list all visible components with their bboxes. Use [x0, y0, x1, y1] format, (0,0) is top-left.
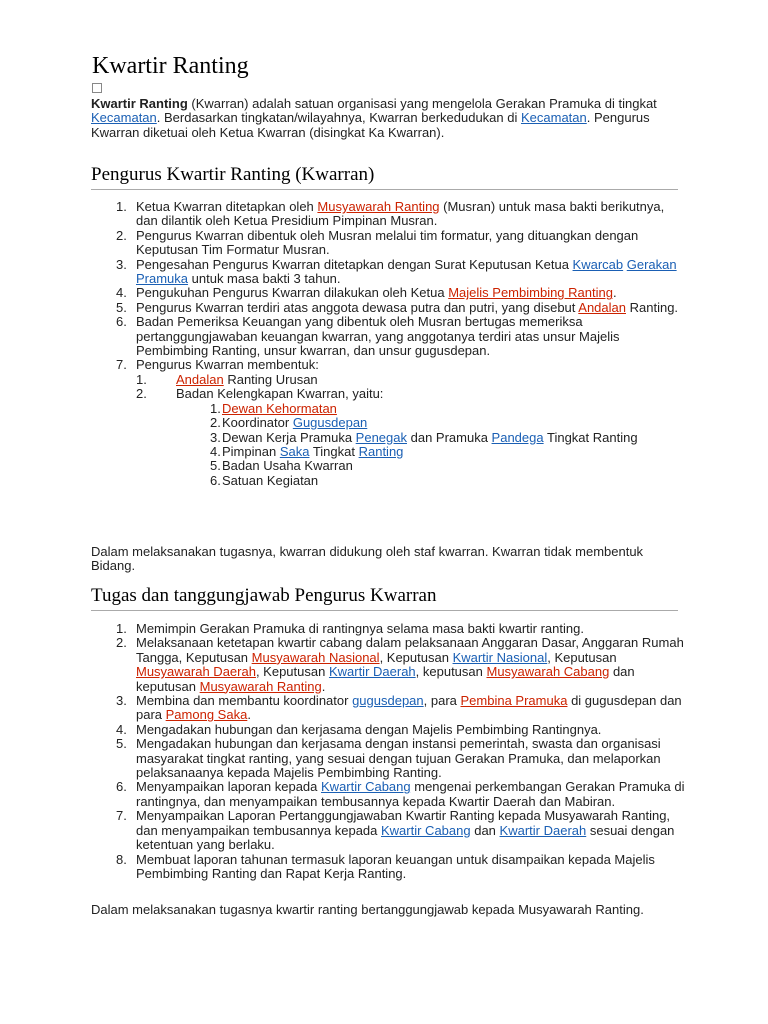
list-text: Ketua Kwarran ditetapkan oleh	[136, 199, 318, 214]
list-number: 1.	[210, 400, 221, 416]
intro-text: . Pengurus Kwarran diketuai oleh Ketua Kwarran (disingkat Ka Kwarran).	[91, 110, 650, 140]
link-ranting[interactable]: Ranting	[358, 443, 404, 459]
list-number: 6.	[210, 472, 221, 488]
list-text: Ranting Urusan	[223, 371, 318, 387]
list-text: Mengadakan hubungan dan kerjasama dengan Majelis Pembimbing Rantingnya.	[136, 721, 602, 737]
sub-sub-list-item	[210, 431, 685, 445]
list-text: dan keputusan	[136, 664, 635, 694]
sub-list-item	[136, 373, 685, 387]
list-text: Badan Pemeriksa Keuangan yang dibentuk oleh Musran bertugas memeriksa pertanggungjawaban keuangan kwarran, yang anggotanya terdiri atas unsur Majelis Pembimbing Ranting, unsur kwarran, dan unsur gugusdepan.	[136, 314, 620, 359]
list-text: dan Pramuka	[407, 429, 492, 445]
list-text: Pengurus Kwarran membentuk:	[136, 357, 319, 373]
list-number: 3.	[210, 429, 221, 445]
link-kwarcab[interactable]: Kwarcab	[572, 256, 624, 272]
link-musyawarah-nasional[interactable]: Musyawarah Nasional	[251, 649, 380, 665]
link-kecamatan-2[interactable]: Kecamatan	[520, 110, 587, 126]
sub-list	[136, 373, 685, 488]
sub-list-item	[136, 387, 685, 488]
link-kwartir-daerah-2[interactable]: Kwartir Daerah	[499, 822, 587, 838]
list-text: Badan Kelengkapan Kwarran, yaitu:	[176, 386, 384, 402]
list-item	[110, 780, 685, 809]
list-text: , Keputusan	[547, 649, 617, 665]
list-text: Ranting.	[626, 299, 679, 315]
link-kwartir-cabang-2[interactable]: Kwartir Cabang	[381, 822, 471, 838]
sub-sub-list	[176, 402, 685, 488]
list-number: 4.	[116, 721, 127, 737]
list-number: 7.	[116, 808, 127, 824]
link-kwartir-nasional[interactable]: Kwartir Nasional	[452, 649, 548, 665]
list-text: Pengukuhan Pengurus Kwarran dilakukan oleh Ketua	[136, 285, 449, 301]
link-musyawarah-cabang[interactable]: Musyawarah Cabang	[486, 664, 610, 680]
list-item	[110, 694, 685, 723]
list-text: Badan Usaha Kwarran	[222, 458, 353, 474]
list-text: Membuat laporan tahunan termasuk laporan keuangan untuk disampaikan kepada Majelis Pembimbing Ranting dan Rapat Kerja Ranting.	[136, 851, 655, 881]
list-text: , keputusan	[415, 664, 487, 680]
link-pembina-pramuka[interactable]: Pembina Pramuka	[460, 693, 568, 709]
list-text: mengenai perkembangan Gerakan Pramuka di rantingnya, dan menyampaikan tembusannya kepada Kwartir Daerah dan Mabiran.	[136, 779, 685, 809]
list-item	[110, 737, 685, 780]
list-number: 3.	[116, 256, 127, 272]
list-item	[110, 809, 685, 852]
list-number: 2.	[210, 415, 221, 431]
list-number: 2.	[116, 227, 127, 243]
list-text: sesuai dengan ketentuan yang berlaku.	[136, 822, 675, 853]
list-number: 2.	[136, 386, 147, 402]
list-number: 5.	[116, 299, 127, 315]
list-text: Melaksanaan ketetapan kwartir cabang dalam pelaksanaan Anggaran Dasar, Anggaran Rumah Tangga, Keputusan	[136, 635, 684, 665]
pengurus-list	[110, 200, 685, 488]
list-number: 3.	[116, 693, 127, 709]
link-dewan-kehormatan[interactable]: Dewan Kehormatan	[222, 400, 337, 416]
list-text: Menyampaikan laporan kepada	[136, 779, 322, 795]
list-item	[110, 286, 685, 300]
link-penegak[interactable]: Penegak	[355, 429, 407, 445]
sub-sub-list-item	[210, 416, 685, 430]
list-number: 4.	[210, 443, 221, 459]
intro-text: . Berdasarkan tingkatan/wilayahnya, Kwarran berkedudukan di	[156, 110, 521, 126]
list-number: 1.	[116, 199, 127, 214]
link-kwartir-daerah[interactable]: Kwartir Daerah	[328, 664, 416, 680]
link-pandega[interactable]: Pandega	[491, 429, 544, 445]
list-text: .	[612, 285, 617, 301]
link-musyawarah-ranting[interactable]: Musyawarah Ranting	[317, 199, 440, 214]
list-text: .	[321, 678, 326, 694]
list-item	[110, 229, 685, 258]
link-gugusdepan-2[interactable]: gugusdepan	[352, 693, 424, 709]
sub-sub-list-item	[210, 474, 685, 488]
broken-image-icon	[92, 83, 102, 93]
list-text: di gugusdepan dan para	[136, 693, 682, 723]
list-text: Tingkat Ranting	[543, 429, 638, 445]
list-number: 1.	[136, 371, 147, 387]
list-number: 8.	[116, 851, 127, 867]
list-text: (Musran) untuk masa bakti berikutnya, dan dilantik oleh Ketua Presidium Pimpinan Musran.	[136, 199, 665, 229]
list-text: untuk masa bakti 3 tahun.	[188, 271, 341, 287]
link-gerakan-pramuka[interactable]: Gerakan Pramuka	[136, 256, 677, 287]
list-number: 2.	[116, 635, 127, 651]
sub-sub-list-item	[210, 459, 685, 473]
sub-sub-list-item	[210, 402, 685, 416]
list-text: Pengesahan Pengurus Kwarran ditetapkan dengan Surat Keputusan Ketua	[136, 256, 573, 272]
list-item	[110, 358, 685, 488]
list-number: 4.	[116, 285, 127, 301]
link-majelis-pembimbing-ranting[interactable]: Majelis Pembimbing Ranting	[448, 285, 613, 301]
list-item	[110, 315, 685, 358]
link-kwartir-cabang[interactable]: Kwartir Cabang	[321, 779, 411, 795]
list-text: , Keputusan	[255, 664, 329, 680]
list-number: 1.	[116, 621, 127, 636]
list-text: Mengadakan hubungan dan kerjasama dengan instansi pemerintah, swasta dan organisasi masyarakat tingkat ranting, yang sesuai dengan tujuan Gerakan Pramuka, dan melaporkan pelaksanaanya kepada Majelis Pembimbing Ranting.	[136, 736, 661, 781]
list-text: , para	[423, 693, 461, 709]
list-number: 5.	[210, 458, 221, 474]
list-text: , Keputusan	[379, 649, 453, 665]
list-text: Koordinator	[222, 415, 293, 431]
intro-bold-term: Kwartir Ranting	[91, 96, 188, 111]
intro-text: (Kwarran) adalah satuan organisasi yang mengelola Gerakan Pramuka di tingkat	[187, 96, 657, 111]
link-pamong-saka[interactable]: Pamong Saka	[165, 707, 248, 723]
closing-paragraph-2: Dalam melaksanakan tugasnya kwartir ranting bertanggungjawab kepada Musyawarah Ranting.	[91, 902, 644, 917]
list-text: Pimpinan	[222, 443, 280, 459]
link-saka[interactable]: Saka	[279, 443, 310, 459]
list-item	[110, 636, 685, 694]
link-musyawarah-ranting-2[interactable]: Musyawarah Ranting	[199, 678, 322, 694]
list-item	[110, 200, 685, 229]
link-andalan[interactable]: Andalan	[578, 299, 626, 315]
list-text: dan	[470, 822, 500, 838]
list-number: 6.	[116, 779, 127, 795]
section-heading-tugas: Tugas dan tanggungjawab Pengurus Kwarran	[91, 585, 678, 611]
tugas-list	[110, 622, 685, 881]
list-item	[110, 853, 685, 882]
list-text: Menyampaikan Laporan Pertanggungjawaban Kwartir Ranting kepada Musyawarah Ranting, dan menyampaikan tembusannya kepada	[136, 808, 671, 838]
list-item	[110, 301, 685, 315]
intro-paragraph	[91, 97, 681, 140]
list-number: 7.	[116, 357, 127, 373]
link-musyawarah-daerah[interactable]: Musyawarah Daerah	[136, 664, 256, 680]
list-item	[110, 723, 685, 737]
link-gugusdepan[interactable]: Gugusdepan	[292, 415, 368, 431]
link-andalan-2[interactable]: Andalan	[176, 371, 224, 387]
closing-paragraph-1: Dalam melaksanakan tugasnya, kwarran didukung oleh staf kwarran. Kwarran tidak membentuk Bidang.	[91, 544, 644, 574]
section-heading-pengurus: Pengurus Kwartir Ranting (Kwarran)	[91, 164, 678, 190]
list-text: Pengurus Kwarran terdiri atas anggota dewasa putra dan putri, yang disebut	[136, 299, 579, 315]
list-number: 5.	[116, 736, 127, 752]
list-text: .	[247, 707, 251, 723]
link-kecamatan[interactable]: Kecamatan	[91, 110, 157, 126]
list-text: Dewan Kerja Pramuka	[222, 429, 356, 445]
sub-sub-list-item	[210, 445, 685, 459]
list-text: Satuan Kegiatan	[222, 472, 319, 488]
list-text: Tingkat	[309, 443, 359, 459]
list-item	[110, 622, 685, 636]
list-text: Memimpin Gerakan Pramuka di rantingnya selama masa bakti kwartir ranting.	[136, 621, 584, 636]
list-text: Pengurus Kwarran dibentuk oleh Musran melalui tim formatur, yang dituangkan dengan Keputusan Tim Formatur Musran.	[136, 227, 639, 258]
list-text: Membina dan membantu koordinator	[136, 693, 353, 709]
list-number: 6.	[116, 314, 127, 330]
page-title: Kwartir Ranting	[92, 53, 249, 79]
list-item	[110, 258, 685, 287]
